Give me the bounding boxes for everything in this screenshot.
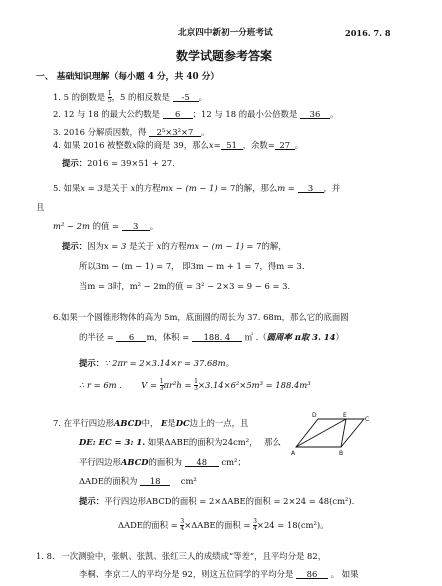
question-number: 1. — [53, 92, 61, 102]
answer-blank: 6 — [163, 110, 193, 119]
label-d: D — [312, 412, 317, 419]
hint-5-line2: 所以3m − (m − 1) = 7， 即3m − m + 1 = 7，得m = 3. — [79, 261, 305, 271]
answer-blank: 3 — [298, 184, 324, 193]
question-7-line2: DE: EC = 3: 1. 如果ΔABE的面积为24cm²， 那么 — [79, 437, 281, 447]
question-8-line2: 李桐、李京二人的平均分是 92，则这五位同学的平均分是 86 。 如果 — [79, 569, 359, 579]
hint-7-line1: 提示：平行四边形ABCD的面积 = 2×ΔABE的面积 = 2×24 = 48(cm²). — [79, 496, 355, 506]
section-heading: 一、 基础知识理解（每小题 4 分，共 40 分） — [36, 72, 220, 82]
fraction: $\frac{1}{3}$ — [159, 378, 164, 392]
question-7-line3: 平行四边形ABCD的面积为 48 cm²； — [79, 457, 246, 467]
segment-ae — [296, 419, 346, 447]
hint-5-line3: 当m = 3时，m² − 2m的值 = 3² − 2×3 = 9 − 6 = 3. — [79, 281, 291, 291]
question-number: 6. — [53, 312, 61, 322]
answer-blank: 27 — [275, 141, 295, 150]
fraction: $\frac{1}{3}$ — [194, 378, 198, 392]
question-6: 6.如果一个圆锥形物体的高为 5m，底面圆的周长为 37. 68m，那么它的底面圆 — [53, 312, 349, 322]
label-c: C — [365, 416, 370, 423]
segment-be — [341, 419, 346, 447]
answer-blank: 3 — [122, 222, 150, 231]
hint-7-line2: ΔADE的面积 = $\frac{3}{4}$ ×ΔABE的面积 = $\frac{3}{4}$ ×24 = 18(cm²)。 — [118, 518, 329, 532]
hint-label: 提示： — [79, 358, 105, 368]
question-number: 3. — [53, 127, 61, 137]
hint-6-line1: 提示：∵ 2πr = 2×3.14×r = 37.68m。 — [79, 358, 234, 368]
question-4: 4. 如果 2016 被整数x除的商是 39，那么x= 51 ，余数= 27 。 — [53, 140, 304, 150]
question-number: 5. — [53, 183, 61, 193]
question-5: 5. 如果x = 3是关于 x的方程mx − (m − 1) = 7的解，那么m = 3 ，并 — [53, 183, 341, 193]
label-a: A — [291, 450, 296, 457]
parallelogram-abcd — [296, 419, 364, 447]
exam-title: 北京四中新初一分班考试 — [178, 28, 273, 38]
question-2: 2. 12 与 18 的最大公约数是 6 ；12 与 18 的最小公倍数是 36 。 — [53, 109, 339, 119]
answer-blank: 86 — [296, 570, 328, 579]
answer-blank: 36 — [300, 110, 330, 119]
question-5-line3: m² − 2m 的值 = 3 。 — [53, 221, 159, 231]
hint-label: 提示： — [62, 158, 88, 168]
label-b: B — [339, 450, 344, 457]
question-3: 3. 2016 分解质因数，得 2⁵×3²×7 。 — [53, 127, 210, 137]
answer-blank: 18 — [140, 477, 170, 486]
answer-blank: 188. 4 — [192, 333, 242, 342]
continuation-text: 且 — [36, 202, 45, 212]
question-number: 1. 8. — [36, 551, 55, 561]
hint-label: 提示： — [62, 241, 88, 251]
hint-4: 提示：2016 = 39×51 + 27. — [62, 158, 175, 168]
answer-blank: 2⁵×3²×7 — [149, 128, 201, 137]
fraction: $\frac{3}{4}$ — [253, 518, 257, 532]
answer-blank: 51 — [221, 141, 243, 150]
fraction: $\frac{3}{4}$ — [180, 518, 185, 532]
hint-6-line2: ∴ r = 6m . V = $\frac{1}{3}$ πr²h = $\frac{1}{3}$ ×3.14×6²×5m³ = 188.4m³ — [79, 378, 311, 392]
pi-note: 圆周率 π取 3. 14 — [266, 332, 336, 342]
label-e: E — [343, 412, 347, 419]
hint-label: 提示： — [79, 496, 105, 506]
question-1: 1. 5 的倒数是 $\frac{1}{5}$ ，5 的相反数是 -5 。 — [53, 90, 207, 104]
hint-5-line1: 提示：因为x = 3 是关于 x的方程mx − (m − 1) = 7的解， — [62, 241, 287, 251]
answer-blank: 48 — [185, 458, 219, 467]
parallelogram-figure — [286, 409, 372, 457]
answer-blank: -5 — [173, 93, 199, 102]
question-7: 7. 在平行四边形ABCD中， E是DC边上的一点，且 — [53, 418, 249, 428]
page-subtitle: 数学试题参考答案 — [176, 49, 273, 63]
question-number: 4. — [53, 140, 61, 150]
question-6-line2: 的半径 = 6 m，体积 = 188. 4 ㎡ .（圆周率 π取 3. 14） — [79, 332, 344, 342]
question-7-line4: ΔADE的面积为 18 cm² — [79, 476, 197, 486]
question-number: 7. — [53, 418, 61, 428]
answer-blank: 6 — [116, 333, 146, 342]
exam-date: 2016. 7. 8 — [345, 28, 391, 38]
question-number: 2. — [53, 109, 61, 119]
fraction: $\frac{1}{5}$ — [107, 90, 112, 104]
question-8: 1. 8. 一次测验中，张帆、张凯、张红三人的成绩成“等差”，且平均分是 82， — [36, 551, 327, 561]
